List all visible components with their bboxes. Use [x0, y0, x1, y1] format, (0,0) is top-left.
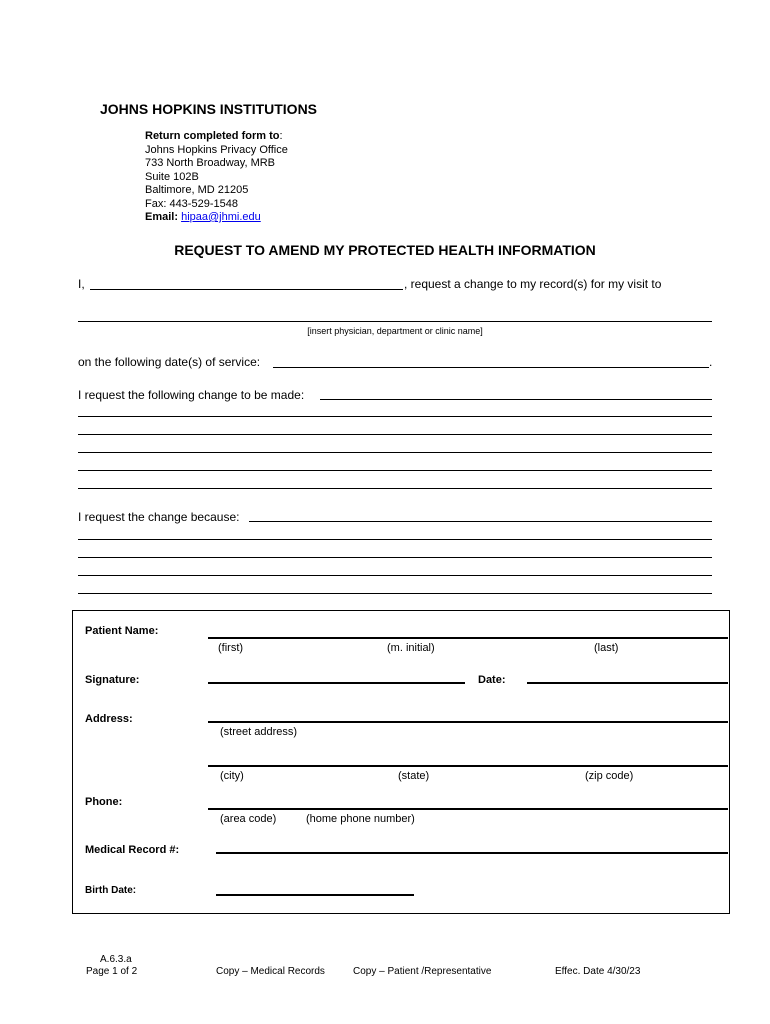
- fax-number: Fax: 443-529-1548: [145, 197, 238, 210]
- state-caption: (state): [398, 770, 430, 782]
- because-field-line-4[interactable]: [78, 575, 712, 576]
- dates-period: .: [709, 355, 713, 369]
- first-name-caption: (first): [218, 642, 244, 654]
- form-title: REQUEST TO AMEND MY PROTECTED HEALTH INFORMATION: [174, 242, 596, 258]
- area-code-caption: (area code): [220, 813, 277, 825]
- return-label: Return completed form to: [145, 130, 280, 142]
- physician-field[interactable]: [78, 321, 712, 322]
- page-number: Page 1 of 2: [86, 966, 138, 977]
- address-line-2: 733 North Broadway, MRB: [145, 157, 276, 169]
- phone-field[interactable]: [208, 808, 728, 810]
- signature-field[interactable]: [208, 682, 465, 684]
- change-field-line-1[interactable]: [320, 399, 712, 400]
- city-caption: (city): [220, 770, 244, 782]
- change-field-line-6[interactable]: [78, 488, 712, 489]
- date-field[interactable]: [527, 682, 728, 684]
- street-address-field[interactable]: [208, 721, 728, 723]
- email-link[interactable]: hipaa@jhmi.edu: [181, 211, 261, 223]
- home-phone-caption: (home phone number): [306, 813, 415, 825]
- birth-date-label: Birth Date:: [85, 885, 137, 896]
- signature-label: Signature:: [85, 674, 140, 686]
- change-field-line-3[interactable]: [78, 434, 712, 435]
- change-label: I request the following change to be made:: [78, 388, 305, 402]
- return-colon: :: [279, 130, 283, 142]
- middle-initial-caption: (m. initial): [387, 642, 435, 654]
- address-line-3: Suite 102B: [145, 170, 199, 183]
- because-field-line-1[interactable]: [249, 521, 712, 522]
- patient-name-field[interactable]: [208, 637, 728, 639]
- street-address-caption: (street address): [220, 726, 298, 738]
- because-field-line-3[interactable]: [78, 557, 712, 558]
- i-label: I,: [78, 277, 85, 291]
- physician-caption: [insert physician, department or clinic name]: [307, 326, 483, 336]
- address-line-4: Baltimore, MD 21205: [145, 184, 249, 196]
- form-id: A.6.3.a: [100, 954, 132, 965]
- medical-record-field[interactable]: [216, 852, 728, 854]
- email-label: Email:: [145, 211, 179, 223]
- organization-title: JOHNS HOPKINS INSTITUTIONS: [100, 101, 318, 117]
- last-name-caption: (last): [594, 642, 619, 654]
- because-field-line-2[interactable]: [78, 539, 712, 540]
- requester-name-field[interactable]: [90, 289, 403, 290]
- patient-name-label: Patient Name:: [85, 625, 159, 637]
- change-field-line-4[interactable]: [78, 452, 712, 453]
- copy-medical-records: Copy – Medical Records: [216, 966, 325, 977]
- effective-date: Effec. Date 4/30/23: [555, 966, 641, 977]
- address-label: Address:: [85, 713, 133, 725]
- address-line-1: Johns Hopkins Privacy Office: [145, 143, 288, 156]
- patient-info-box: [72, 610, 730, 914]
- change-field-line-5[interactable]: [78, 470, 712, 471]
- dates-field[interactable]: [273, 367, 709, 368]
- because-field-line-5[interactable]: [78, 593, 712, 594]
- birth-date-field[interactable]: [216, 894, 414, 896]
- zip-caption: (zip code): [585, 770, 634, 782]
- change-field-line-2[interactable]: [78, 416, 712, 417]
- return-address-block: [145, 130, 288, 225]
- copy-patient-representative: Copy – Patient /Representative: [353, 966, 492, 977]
- city-state-zip-field[interactable]: [208, 765, 728, 767]
- dates-label: on the following date(s) of service:: [78, 355, 261, 369]
- medical-record-label: Medical Record #:: [85, 844, 180, 856]
- request-statement: , request a change to my record(s) for my visit to: [404, 277, 662, 291]
- phone-label: Phone:: [85, 796, 123, 808]
- because-label: I request the change because:: [78, 510, 240, 524]
- date-label: Date:: [478, 674, 506, 686]
